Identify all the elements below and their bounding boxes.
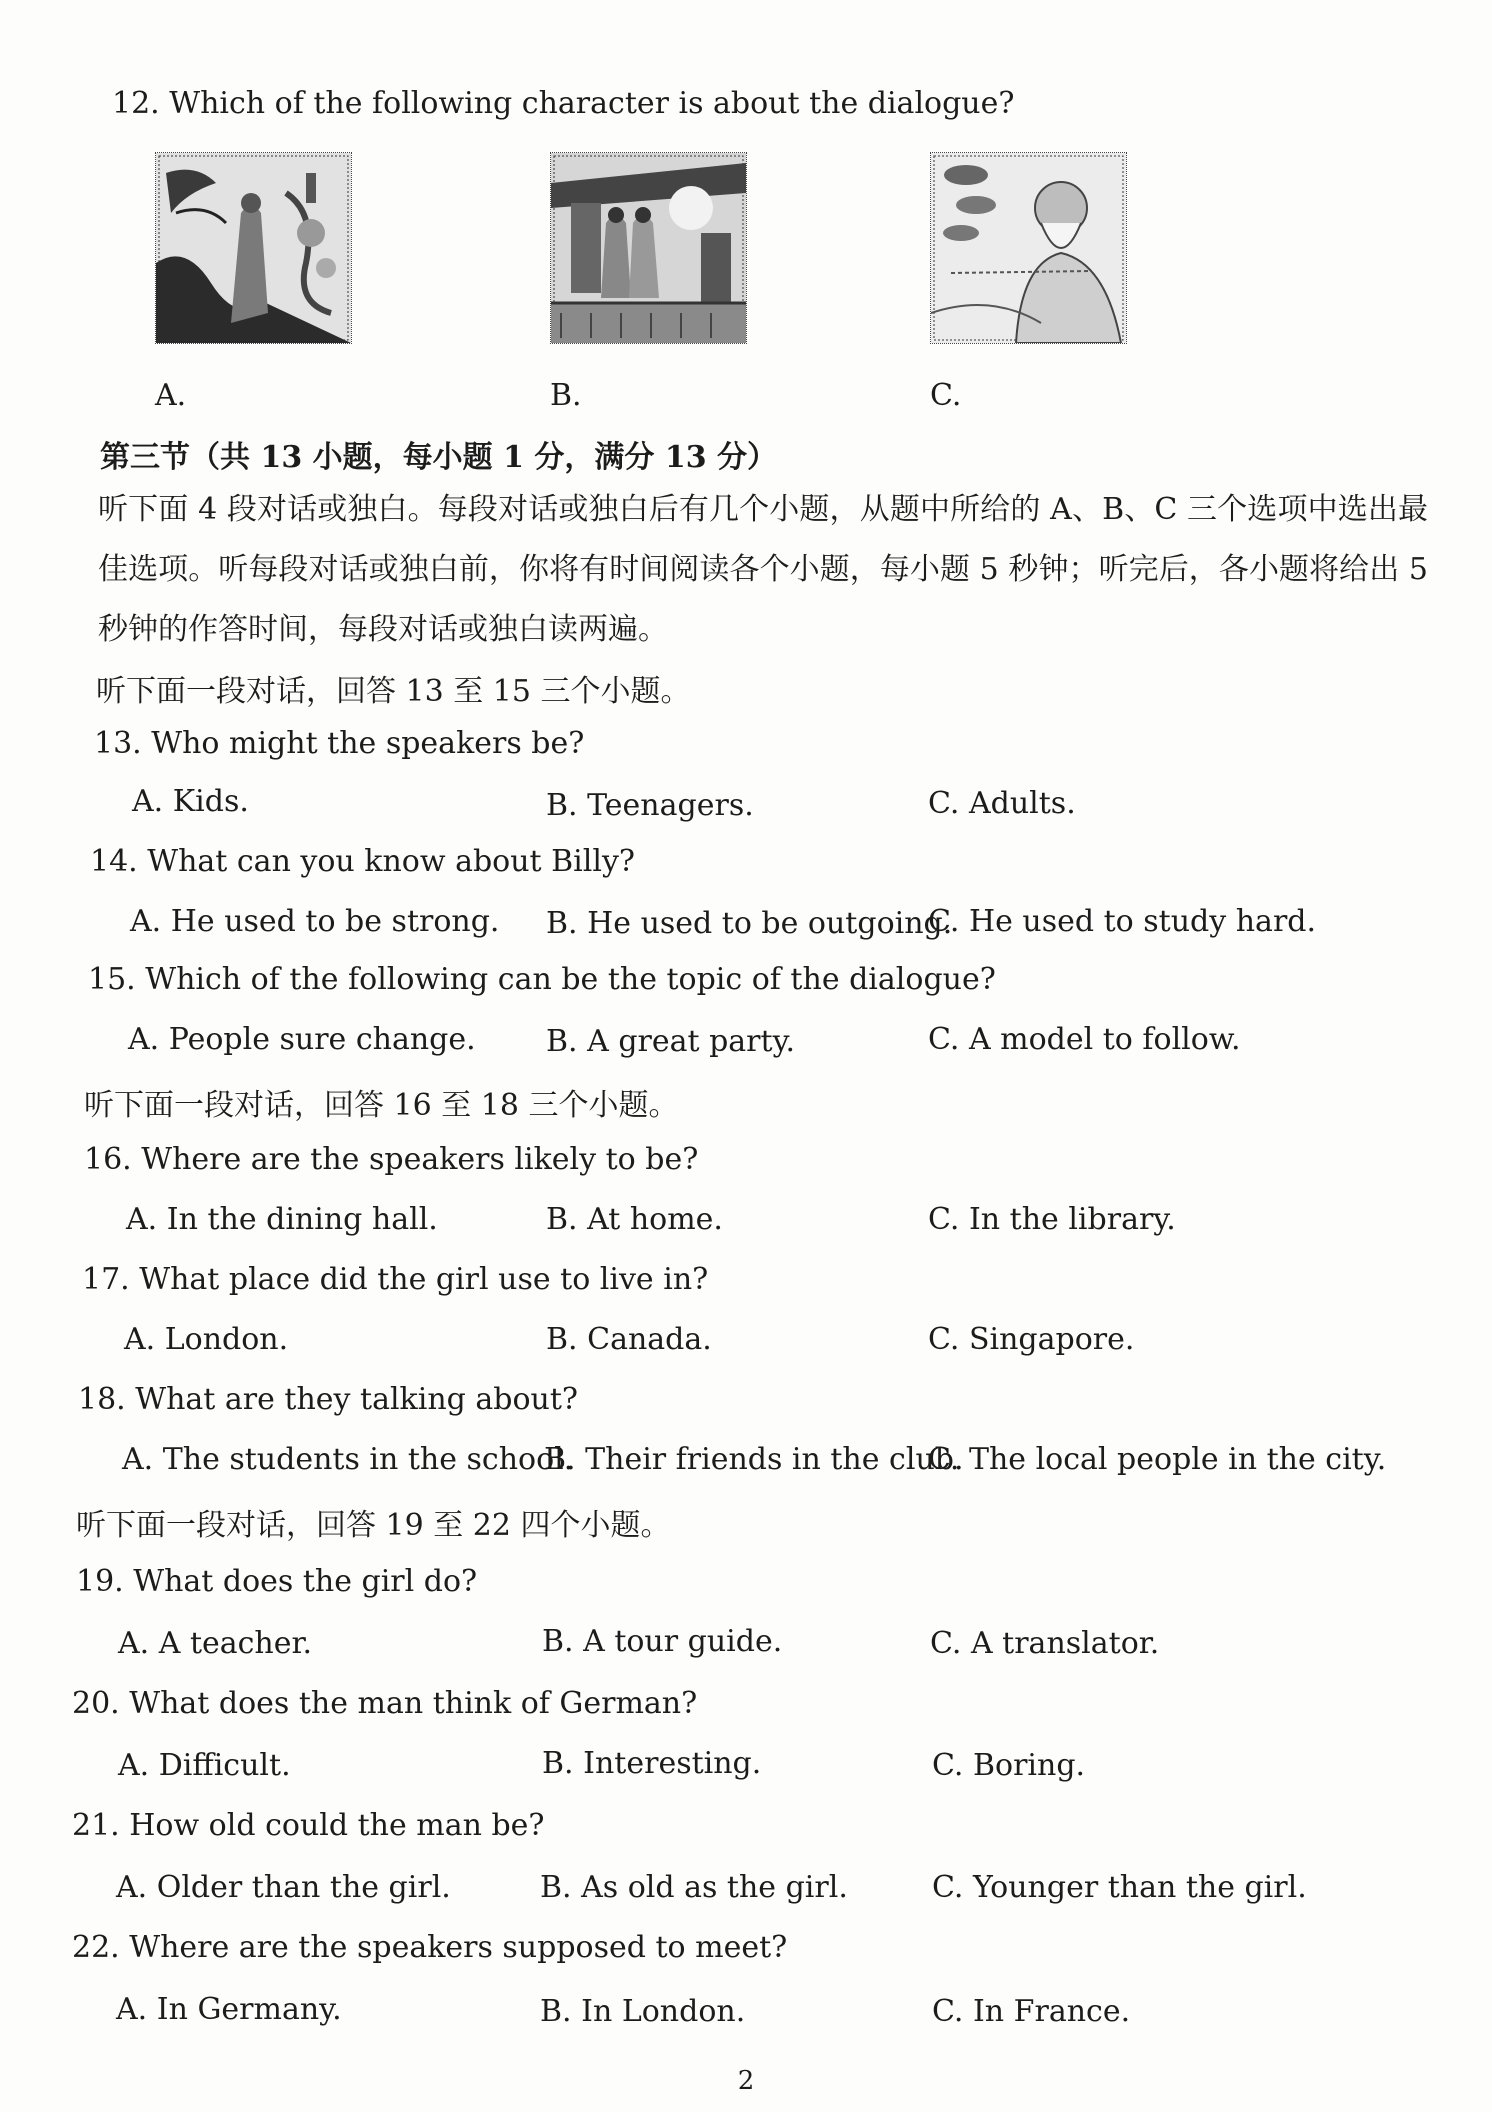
question-16: 16. Where are the speakers likely to be? — [84, 1142, 699, 1177]
q13-option-a: A. Kids. — [132, 784, 249, 819]
question-20: 20. What does the man think of German? — [72, 1686, 698, 1721]
q20-option-a: A. Difficult. — [118, 1748, 291, 1783]
q14-option-b: B. He used to be outgoing. — [546, 906, 953, 941]
q15-option-c: C. A model to follow. — [928, 1022, 1241, 1057]
q18-option-a: A. The students in the school. — [122, 1442, 574, 1477]
question-17: 17. What place did the girl use to live in? — [82, 1262, 709, 1297]
q20-option-b: B. Interesting. — [542, 1746, 762, 1781]
option-b-label: B. — [550, 378, 582, 413]
two-figures-pavilion-icon — [550, 152, 747, 344]
q21-option-b: B. As old as the girl. — [540, 1870, 848, 1905]
q14-option-c: C. He used to study hard. — [928, 904, 1317, 939]
q18-option-c: C. The local people in the city. — [928, 1442, 1387, 1477]
q22-option-c: C. In France. — [932, 1994, 1131, 2029]
dialogue-intro-1: 听下面一段对话，回答 13 至 15 三个小题。 — [96, 674, 691, 709]
q14-option-a: A. He used to be strong. — [130, 904, 500, 939]
q19-option-b: B. A tour guide. — [542, 1624, 783, 1659]
q18-option-b: B. Their friends in the club. — [544, 1442, 964, 1477]
q16-option-a: A. In the dining hall. — [126, 1202, 438, 1237]
q21-option-a: A. Older than the girl. — [116, 1870, 451, 1905]
q17-option-a: A. London. — [124, 1322, 289, 1357]
dialogue-intro-3: 听下面一段对话，回答 19 至 22 四个小题。 — [76, 1508, 671, 1543]
question-21: 21. How old could the man be? — [72, 1808, 545, 1843]
q17-option-b: B. Canada. — [546, 1322, 712, 1357]
section-instructions: 听下面 4 段对话或独白。每段对话或独白后有几个小题，从题中所给的 A、B、C 三个选项中选出最佳选项。听每段对话或独白前，你将有时间阅读各个小题，每小题 5 秒钟；听完后，各小题将给出 5 秒钟的作答时间，每段对话或独白读两遍。 — [98, 492, 1428, 647]
question-14: 14. What can you know about Billy? — [90, 844, 635, 879]
q13-option-c: C. Adults. — [928, 786, 1076, 821]
section-heading: 第三节（共 13 小题，每小题 1 分，满分 13 分） — [100, 440, 778, 475]
q13-option-b: B. Teenagers. — [546, 788, 754, 823]
q16-option-c: C. In the library. — [928, 1202, 1176, 1237]
q20-option-c: C. Boring. — [932, 1748, 1086, 1783]
q16-option-b: B. At home. — [546, 1202, 723, 1237]
q19-option-c: C. A translator. — [930, 1626, 1160, 1661]
question-18: 18. What are they talking about? — [78, 1382, 578, 1417]
question-15: 15. Which of the following can be the topic of the dialogue? — [88, 962, 996, 997]
question-12: 12. Which of the following character is about the dialogue? — [112, 86, 1015, 121]
option-a-label: A. — [155, 378, 187, 413]
q15-option-a: A. People sure change. — [128, 1022, 476, 1057]
option-c-label: C. — [930, 378, 962, 413]
question-22: 22. Where are the speakers supposed to meet? — [72, 1930, 788, 1965]
q21-option-c: C. Younger than the girl. — [932, 1870, 1307, 1905]
q19-option-a: A. A teacher. — [118, 1626, 313, 1661]
dialogue-intro-2: 听下面一段对话，回答 16 至 18 三个小题。 — [84, 1088, 679, 1123]
question-19: 19. What does the girl do? — [76, 1564, 478, 1599]
ink-painting-scholar-pine-icon — [155, 152, 352, 344]
page-number: 2 — [737, 2066, 755, 2096]
question-13: 13. Who might the speakers be? — [94, 726, 585, 761]
q22-option-b: B. In London. — [540, 1994, 746, 2029]
bearded-sage-portrait-icon — [930, 152, 1127, 344]
q15-option-b: B. A great party. — [546, 1024, 796, 1059]
q17-option-c: C. Singapore. — [928, 1322, 1135, 1357]
q22-option-a: A. In Germany. — [116, 1992, 342, 2027]
